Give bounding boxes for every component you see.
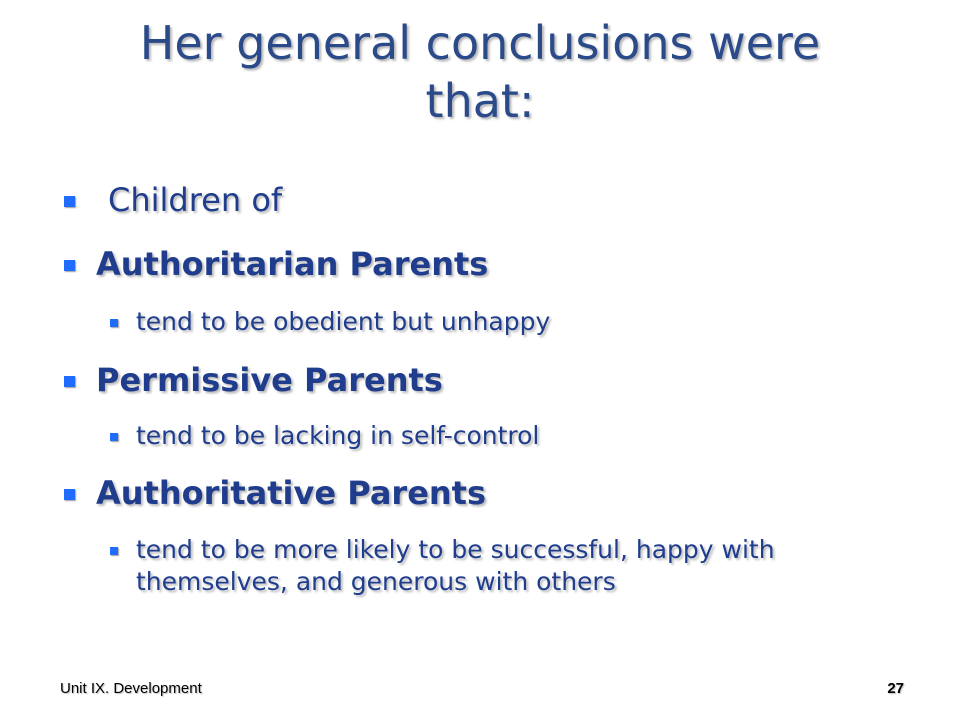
square-bullet-icon	[64, 376, 75, 387]
square-bullet-icon	[64, 196, 75, 207]
sub-bullet-text: tend to be obedient but unhappy	[136, 307, 551, 336]
bullet-text: Children of	[108, 181, 283, 219]
square-bullet-icon	[110, 319, 118, 327]
title-line-1: Her general conclusions were	[139, 16, 821, 70]
footer-unit-label: Unit IX. Development	[60, 680, 202, 697]
sub-bullet-text: tend to be lacking in self-control	[136, 421, 540, 450]
page-number: 27	[887, 680, 904, 697]
slide-title	[60, 14, 900, 130]
bullet-text: Permissive Parents	[96, 361, 443, 399]
title-line-2: that:	[425, 74, 535, 128]
square-bullet-icon	[64, 489, 75, 500]
square-bullet-icon	[110, 433, 118, 441]
square-bullet-icon	[110, 547, 118, 555]
bullet-text: Authoritative Parents	[96, 474, 487, 512]
sub-bullet-text: tend to be more likely to be successful, happy with themselves, and generous with others	[136, 535, 775, 596]
square-bullet-icon	[64, 260, 75, 271]
bullet-text: Authoritarian Parents	[96, 245, 489, 283]
